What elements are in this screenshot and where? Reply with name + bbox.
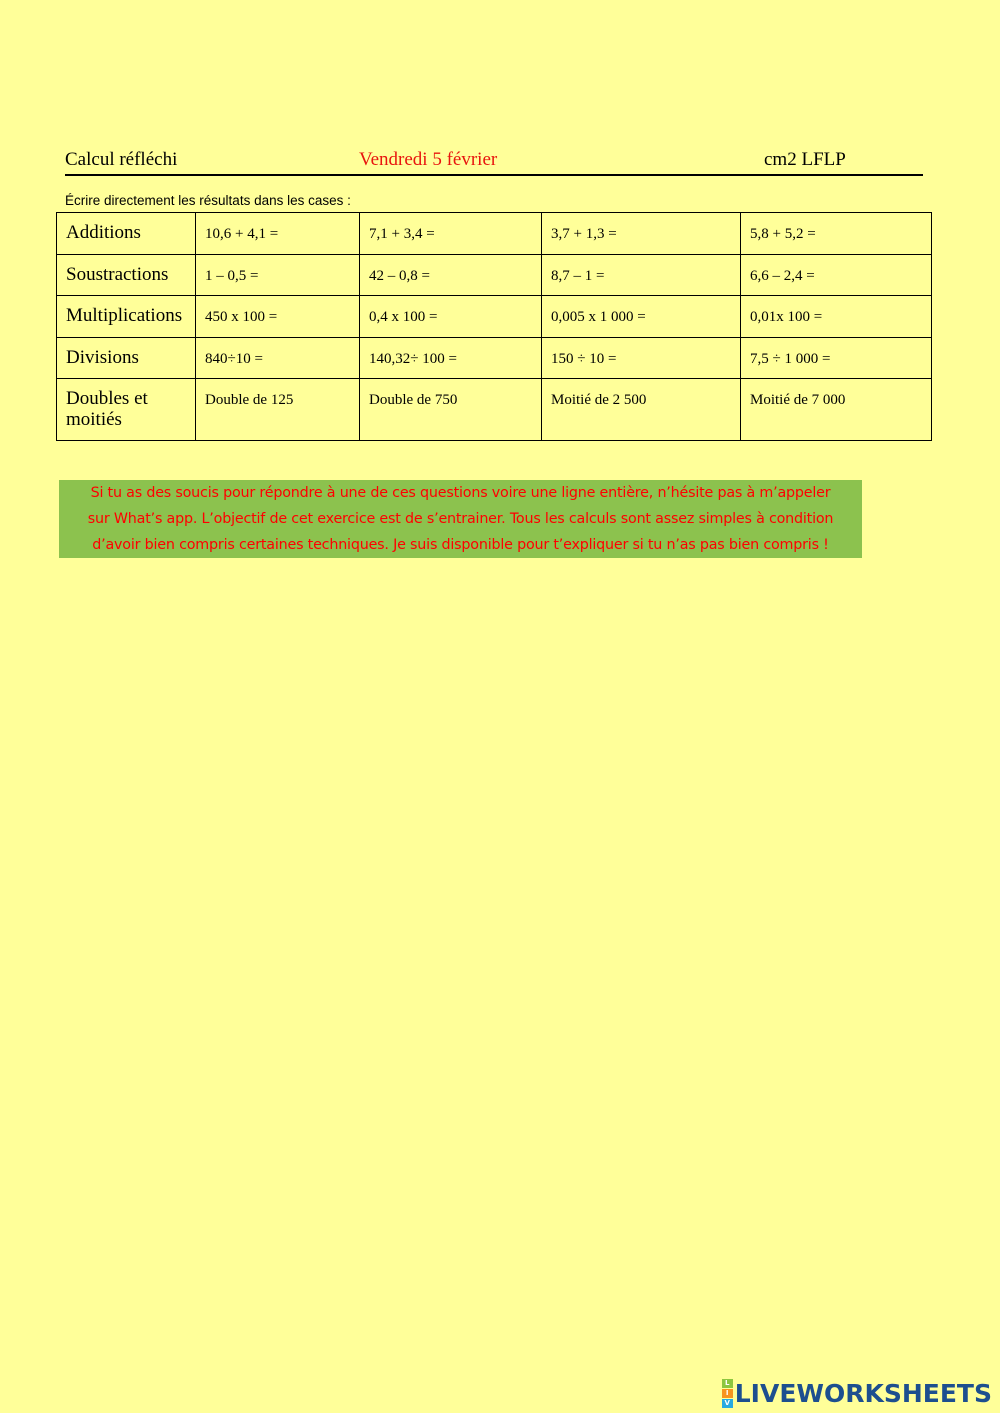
logo-block: I [722, 1389, 733, 1398]
calculation-cell[interactable]: 10,6 + 4,1 = [196, 213, 360, 255]
help-note-line: sur What’s app. L’objectif de cet exercice est de s’entrainer. Tous les calculs sont assez simples à condition [87, 511, 834, 527]
table-row [57, 213, 932, 255]
logo-text: LIVEWORKSHEETS [734, 1378, 992, 1408]
calculation-cell[interactable]: 7,5 ÷ 1 000 = [741, 338, 932, 379]
calculation-cell[interactable]: 6,6 – 2,4 = [741, 255, 932, 296]
calculation-cell[interactable]: 1 – 0,5 = [196, 255, 360, 296]
calculation-cell[interactable]: 42 – 0,8 = [360, 255, 542, 296]
worksheet-date: Vendredi 5 février [359, 149, 498, 170]
worksheet-title: Calcul réfléchi [65, 149, 178, 170]
liveworksheets-logo[interactable] [722, 1377, 992, 1409]
calculation-cell[interactable]: 0,4 x 100 = [360, 296, 542, 338]
calculation-cell[interactable]: 140,32÷ 100 = [360, 338, 542, 379]
calculation-cell[interactable]: Double de 750 [360, 379, 542, 441]
table-row [57, 296, 932, 338]
logo-blocks-icon [722, 1379, 733, 1408]
help-note-line: d’avoir bien compris certaines techniques. Je suis disponible pour t’expliquer si tu n’as pas bien compris ! [92, 537, 829, 553]
calculation-cell[interactable]: 7,1 + 3,4 = [360, 213, 542, 255]
row-label: Divisions [57, 338, 196, 379]
table-row [57, 379, 932, 441]
row-label: Additions [57, 213, 196, 255]
calculation-cell[interactable]: 0,005 x 1 000 = [542, 296, 741, 338]
worksheet-header [65, 146, 923, 176]
calculation-cell[interactable]: 3,7 + 1,3 = [542, 213, 741, 255]
calculation-cell[interactable]: 840÷10 = [196, 338, 360, 379]
calculation-cell[interactable]: Moitié de 7 000 [741, 379, 932, 441]
calculation-cell[interactable]: 450 x 100 = [196, 296, 360, 338]
table-row [57, 255, 932, 296]
help-note [59, 480, 862, 558]
table-row [57, 338, 932, 379]
instruction-text: Écrire directement les résultats dans les cases : [65, 193, 351, 208]
help-note-line: Si tu as des soucis pour répondre à une de ces questions voire une ligne entière, n’hésite pas à m’appeler [90, 485, 831, 501]
row-label: Soustractions [57, 255, 196, 296]
logo-block: V [722, 1399, 733, 1408]
calculation-cell[interactable]: 8,7 – 1 = [542, 255, 741, 296]
calculation-cell[interactable]: 150 ÷ 10 = [542, 338, 741, 379]
calculation-table [56, 212, 932, 441]
calculation-cell[interactable]: 0,01x 100 = [741, 296, 932, 338]
row-label: Doubles et moitiés [57, 379, 196, 441]
class-name: cm2 LFLP [764, 149, 846, 170]
calculation-cell[interactable]: Double de 125 [196, 379, 360, 441]
calculation-cell[interactable]: 5,8 + 5,2 = [741, 213, 932, 255]
logo-block: L [722, 1379, 733, 1388]
row-label: Multiplications [57, 296, 196, 338]
calculation-cell[interactable]: Moitié de 2 500 [542, 379, 741, 441]
